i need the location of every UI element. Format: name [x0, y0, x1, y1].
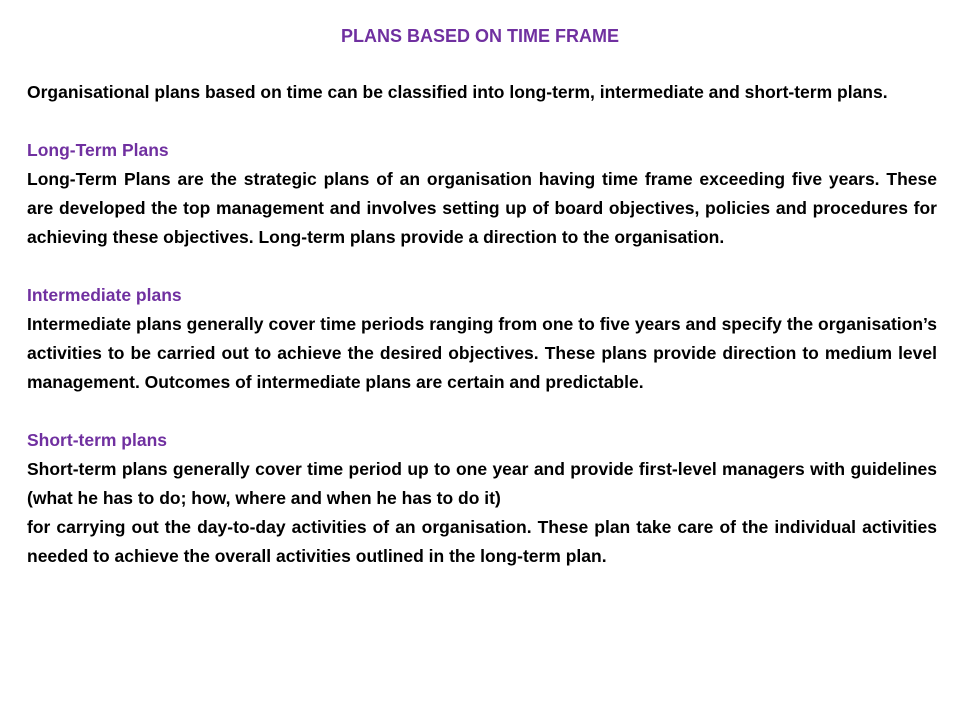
section-paragraph-intermediate: Intermediate plans generally cover time periods ranging from one to five years and specify the organisation’s activities to be carried out to achieve the desired objectives. These plans provide direction to medium level management. Outcomes of intermediate plans are certain and predictable.	[27, 314, 937, 392]
section-long-term	[27, 136, 937, 252]
slide-title: PLANS BASED ON TIME FRAME	[340, 26, 619, 46]
section-paragraph-long-term: Long-Term Plans are the strategic plans of an organisation having time frame exceeding five years. These are developed the top management and involves setting up of board objectives, policies and procedures for achieving these objectives. Long-term plans provide a direction to the organisation.	[27, 169, 937, 247]
section-intermediate	[27, 281, 937, 397]
slide-content	[27, 78, 937, 571]
section-heading-short-term: Short-term plans	[27, 430, 168, 450]
section-heading-long-term: Long-Term Plans	[27, 140, 169, 160]
section-short-term	[27, 426, 937, 571]
intro-paragraph: Organisational plans based on time can be classified into long-term, intermediate and short-term plans.	[27, 82, 888, 102]
section-heading-intermediate: Intermediate plans	[27, 285, 182, 305]
section-paragraph-short-term-1: Short-term plans generally cover time period up to one year and provide first-level managers with guidelines (what he has to do; how, where and when he has to do it)	[27, 459, 937, 508]
section-paragraph-short-term-2: for carrying out the day-to-day activities of an organisation. These plan take care of the individual activities needed to achieve the overall activities outlined in the long-term plan.	[27, 517, 937, 566]
